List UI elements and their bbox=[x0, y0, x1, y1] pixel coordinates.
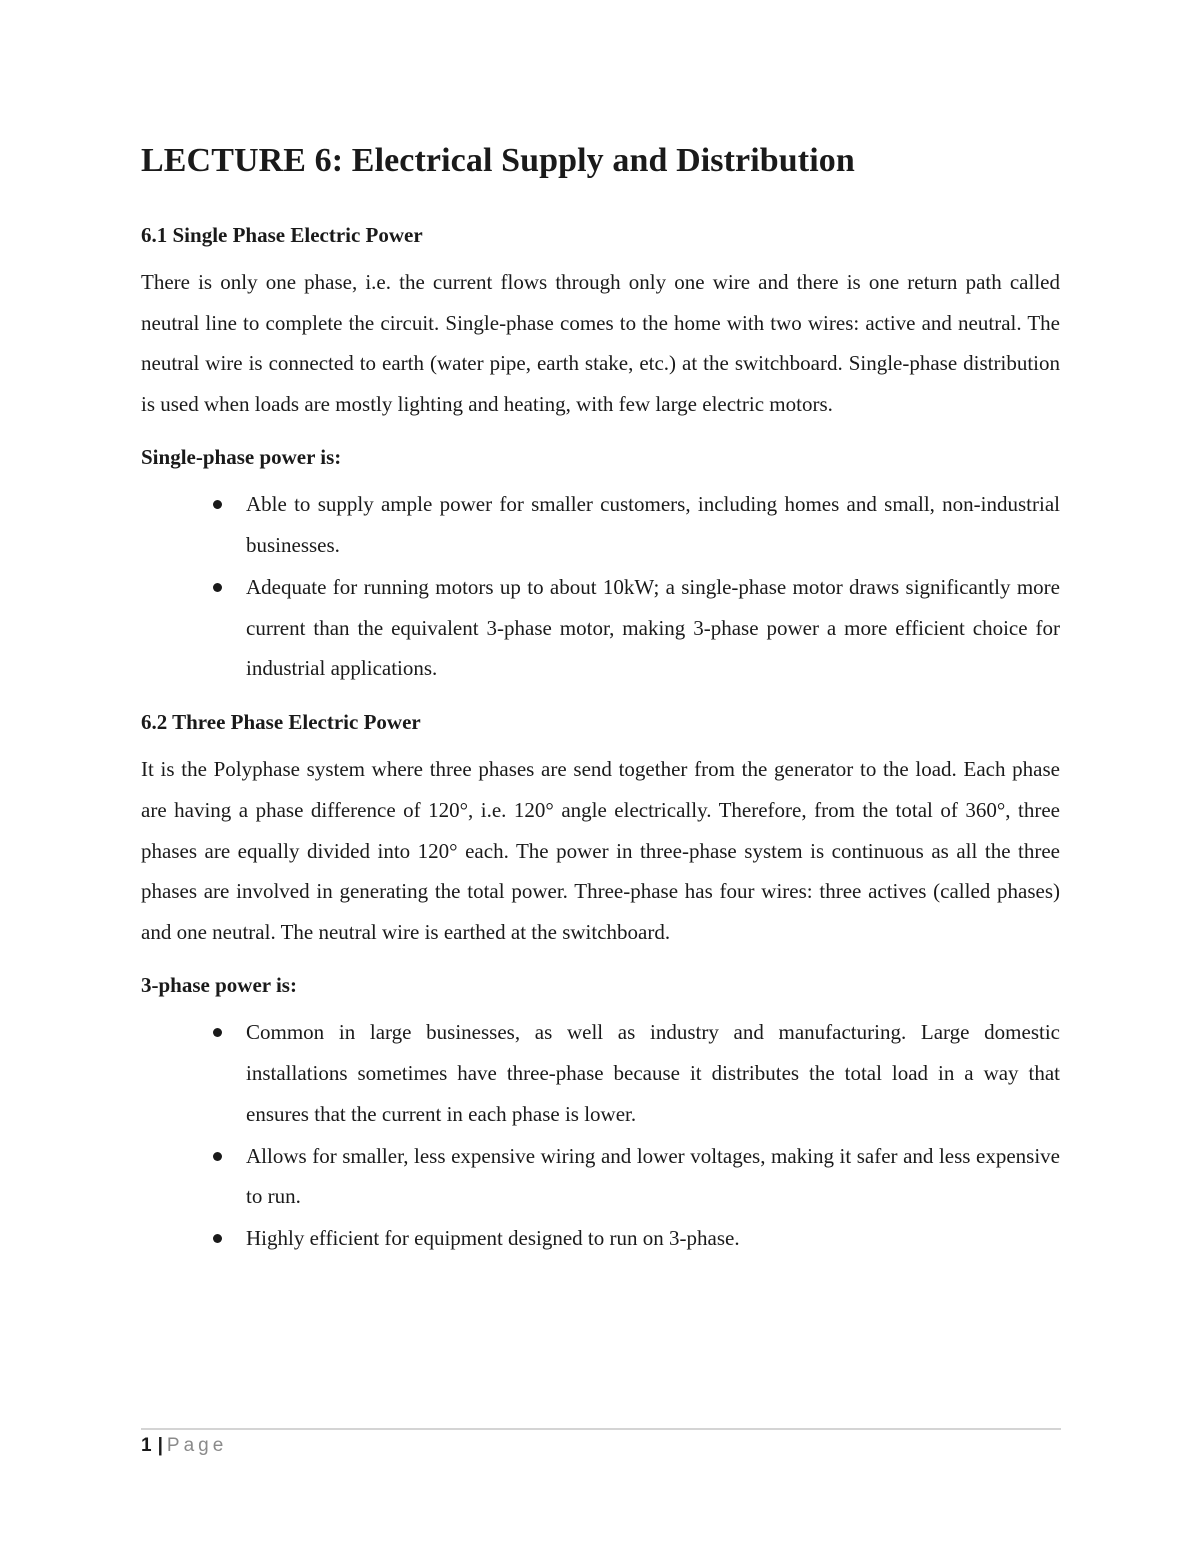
section-heading: 6.1 Single Phase Electric Power bbox=[141, 223, 423, 247]
footer-divider bbox=[141, 1428, 1061, 1430]
section-paragraph: It is the Polyphase system where three phases are send together from the generator to the load. Each phase are having a phase difference of 120°, i.e. 120° angle electrically. Therefore, from the total of 360°, three phases are equally divided into 120° each. The power in three-phase system is continuous as all the three phases are involved in generating the total power. Three-phase has four wires: three actives (called phases) and one neutral. The neutral wire is earthed at the switchboard. bbox=[141, 757, 1060, 944]
list-item bbox=[141, 1136, 1060, 1217]
bullet-icon bbox=[213, 1234, 222, 1243]
bullet-icon bbox=[213, 1152, 222, 1161]
section-heading: 6.2 Three Phase Electric Power bbox=[141, 710, 421, 735]
list-item bbox=[141, 1012, 1060, 1134]
document-title: LECTURE 6: Electrical Supply and Distribution bbox=[141, 142, 855, 179]
list-item-text: Allows for smaller, less expensive wiring and lower voltages, making it safer and less expensive to run. bbox=[246, 1143, 1060, 1209]
list-item bbox=[141, 1218, 1060, 1259]
section-paragraph: There is only one phase, i.e. the current flows through only one wire and there is one return path called neutral line to complete the circuit. Single-phase comes to the home with two wires: active and neutral. The neutral wire is connected to earth (water pipe, earth stake, etc.) at the switchboard. Single-phase distribution is used when loads are mostly lighting and heating, with few large electric motors. bbox=[141, 270, 1060, 416]
list-item bbox=[141, 567, 1060, 689]
bullet-icon bbox=[213, 1028, 222, 1037]
page-number: 1 bbox=[141, 1435, 152, 1456]
list-item bbox=[141, 484, 1060, 565]
page-footer bbox=[141, 1433, 227, 1459]
list-heading: Single-phase power is: bbox=[141, 445, 342, 470]
section-three-phase bbox=[141, 707, 1060, 1259]
bullet-icon bbox=[213, 583, 222, 592]
list-item-text: Highly efficient for equipment designed to run on 3-phase. bbox=[246, 1226, 740, 1251]
section-single-phase bbox=[141, 220, 1060, 707]
page-label: Page bbox=[166, 1435, 228, 1456]
list-item-text: Common in large businesses, as well as industry and manufacturing. Large domestic installations sometimes have three-phase because it distributes the total load in a way that ensures that the current in each phase is lower. bbox=[246, 1020, 1060, 1126]
bullet-list bbox=[141, 1012, 1060, 1259]
list-item-text: Able to supply ample power for smaller customers, including homes and small, non-industrial businesses. bbox=[246, 492, 1060, 557]
bullet-icon bbox=[213, 500, 222, 509]
list-item-text: Adequate for running motors up to about 10kW; a single-phase motor draws significantly more current than the equivalent 3-phase motor, making 3-phase power a more efficient choice for industrial applications. bbox=[246, 575, 1060, 681]
list-heading: 3-phase power is: bbox=[141, 973, 297, 998]
bullet-list bbox=[141, 484, 1060, 688]
page-content bbox=[141, 138, 1060, 1260]
footer-separator: | bbox=[157, 1435, 163, 1456]
